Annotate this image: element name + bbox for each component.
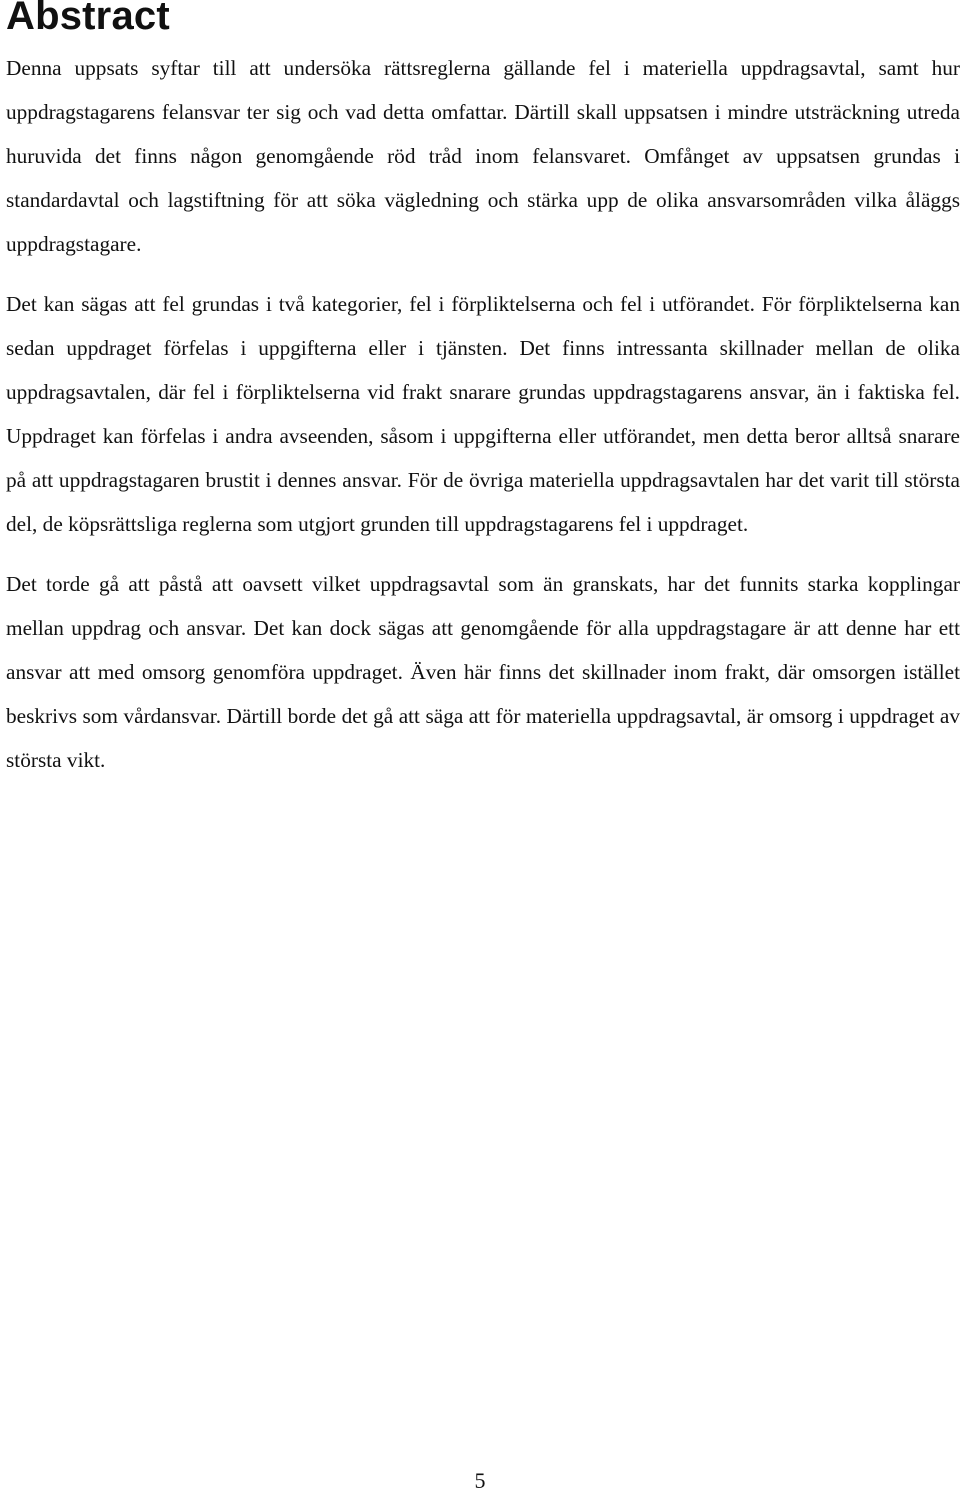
- paragraph-2: Det kan sägas att fel grundas i två kategorier, fel i förpliktelserna och fel i utförandet. För förpliktelserna kan sedan uppdraget förfelas i uppgifterna eller i tjänsten. Det finns intressanta skillnader mellan de olika uppdragsavtalen, där fel i förpliktelserna vid frakt snarare grundas uppdragstagarens ansvar, än i faktiska fel. Uppdraget kan förfelas i andra avseenden, såsom i uppgifterna eller utförandet, men detta beror alltså snarare på att uppdragstagaren brustit i dennes ansvar. För de övriga materiella uppdragsavtalen har det varit till största del, de köpsrättsliga reglerna som utgjort grunden till uppdragstagarens fel i uppdraget.: [6, 292, 960, 536]
- page-title: Abstract: [6, 0, 170, 38]
- paragraph-1: Denna uppsats syftar till att undersöka rättsreglerna gällande fel i materiella uppdragsavtal, samt hur uppdragstagarens felansvar ter sig och vad detta omfattar. Därtill skall uppsatsen i mindre utsträckning utreda huruvida det finns någon genomgående röd tråd inom felansvaret. Omfånget av uppsatsen grundas i standardavtal och lagstiftning för att söka vägledning och stärka upp de olika ansvarsområden vilka åläggs uppdragstagare.: [6, 56, 960, 256]
- abstract-body: [6, 46, 960, 798]
- page-number: 5: [474, 1468, 486, 1493]
- paragraph-3: Det torde gå att påstå att oavsett vilket uppdragsavtal som än granskats, har det funnits starka kopplingar mellan uppdrag och ansvar. Det kan dock sägas att genomgående för alla uppdragstagare är att denne har ett ansvar att med omsorg genomföra uppdraget. Även här finns det skillnader inom frakt, där omsorgen istället beskrivs som vårdansvar. Därtill borde det gå att säga att för materiella uppdragsavtal, är omsorg i uppdraget av största vikt.: [6, 572, 960, 772]
